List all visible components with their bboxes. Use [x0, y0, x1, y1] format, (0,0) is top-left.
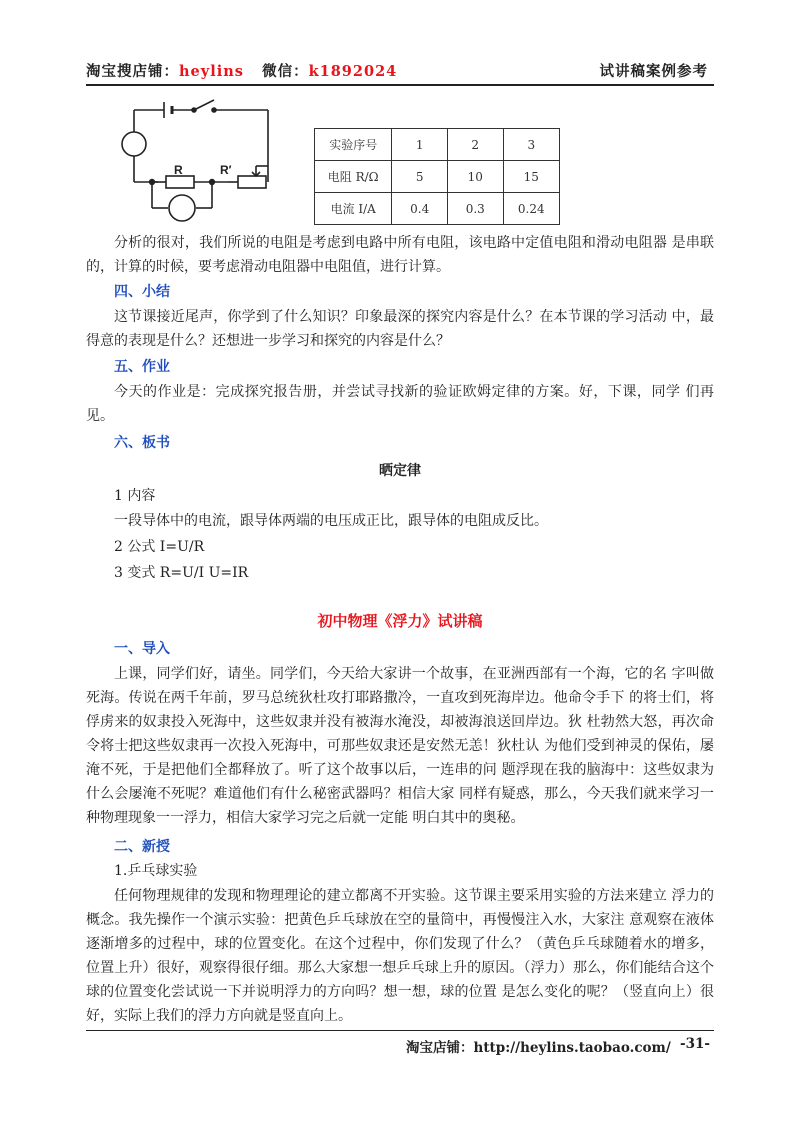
experiment-figure	[114, 96, 560, 224]
table-row: 电阻 R/Ω 5 10 15	[315, 161, 560, 193]
section-summary-title: 四、小结	[114, 284, 170, 300]
shop-label: 淘宝搜店铺：	[86, 63, 179, 80]
label-r: R	[174, 163, 183, 177]
lesson-title-text: 初中物理《浮力》试讲稿	[317, 612, 483, 630]
section-homework-title: 五、作业	[114, 359, 170, 375]
board-title: 晒定律	[379, 463, 421, 479]
wechat-id: k1892024	[308, 63, 398, 80]
footer-rule	[86, 1030, 714, 1031]
board-line: 3 变式 R=U/I U=IR	[114, 565, 249, 581]
subsection-title: 1.乒乓球实验	[114, 863, 198, 879]
table-row: 电流 I/A 0.4 0.3 0.24	[315, 193, 560, 225]
header-shop-info	[86, 60, 397, 81]
section-board-title: 六、板书	[114, 435, 170, 451]
intro-paragraph: 上课，同学们好，请坐。同学们，今天给大家讲一个故事，在亚洲西部有一个海，它的名 字叫做死海。传说在两千年前，罗马总统狄杜攻打耶路撒冷，一直攻到死海岸边。他命令手下 的将士们，将俘虏来的奴隶投入死海中，这些奴隶并没有被海水淹没，却被海浪送回岸边。狄 杜勃然大怒，再次命令将士把这些奴隶再一次投入死海中，可那些奴隶还是安然无恙！狄杜认 为他们受到神灵的保佑，屡淹不死，于是把他们全都释放了。听了这个故事以后，一连串的问 题浮现在我的脑海中：这些奴隶为什么会屡淹不死呢？难道他们有什么秘密武器吗？相信大家 同样有疑惑，那么，今天我们就来学习一种物理现象一一浮力，相信大家学习完之后就一定能 明白其中的奥秘。	[86, 666, 714, 826]
circuit-diagram	[114, 96, 314, 224]
new-lesson-paragraph: 任何物理规律的发现和物理理论的建立都离不开实验。这节课主要采用实验的方法来建立 浮力的概念。我先操作一个演示实验：把黄色乒乓球放在空的量筒中，再慢慢注入水，大家注 意观察在液体逐渐增多的过程中，球的位置变化。在这个过程中，你们发现了什么？（黄色乒乓球随着水的增多，位置上升）很好，观察得很仔细。那么大家想一想乒乓球上升的原因。（浮力）那么，你们能结合这个球的位置变化尝试说一下并说明浮力的方向吗？想一想，球的位置 是怎么变化的呢？（竖直向上）很好，实际上我们的浮力方向就是竖直向上。	[86, 888, 714, 1024]
table-row: 实验序号 1 2 3	[315, 129, 560, 161]
board-line: 2 公式 I=U/R	[114, 539, 205, 555]
homework-paragraph: 今天的作业是：完成探究报告册，并尝试寻找新的验证欧姆定律的方案。好，下课，同学 们再见。	[86, 384, 714, 424]
footer-shop-link[interactable]: 淘宝店铺：http://heylins.taobao.com/	[406, 1040, 671, 1056]
board-line: 1 内容	[114, 488, 156, 504]
shop-name: heylins	[179, 63, 244, 80]
section-new-title: 二、新授	[114, 839, 170, 855]
board-line: 一段导体中的电流，跟导体两端的电压成正比，跟导体的电阻成反比。	[114, 513, 548, 529]
section-intro-title: 一、导入	[114, 641, 170, 657]
summary-paragraph: 这节课接近尾声，你学到了什么知识？印象最深的探究内容是什么？在本节课的学习活动 中，最得意的表现是什么？还想进一步学习和探究的内容是什么？	[86, 309, 714, 349]
wechat-label: 微信：	[262, 63, 309, 80]
header-right-title: 试讲稿案例参考	[599, 63, 708, 80]
analysis-paragraph: 分析的很对，我们所说的电阻是考虑到电路中所有电阻，该电路中定值电阻和滑动电阻器 是串联的，计算的时候，要考虑滑动电阻器中电阻值，进行计算。	[86, 235, 714, 275]
experiment-table	[314, 128, 560, 225]
page-number: -31-	[680, 1036, 710, 1052]
label-r-prime: R′	[220, 163, 232, 177]
header-rule	[86, 84, 714, 86]
lesson-title	[86, 610, 714, 631]
page-header	[86, 58, 714, 82]
